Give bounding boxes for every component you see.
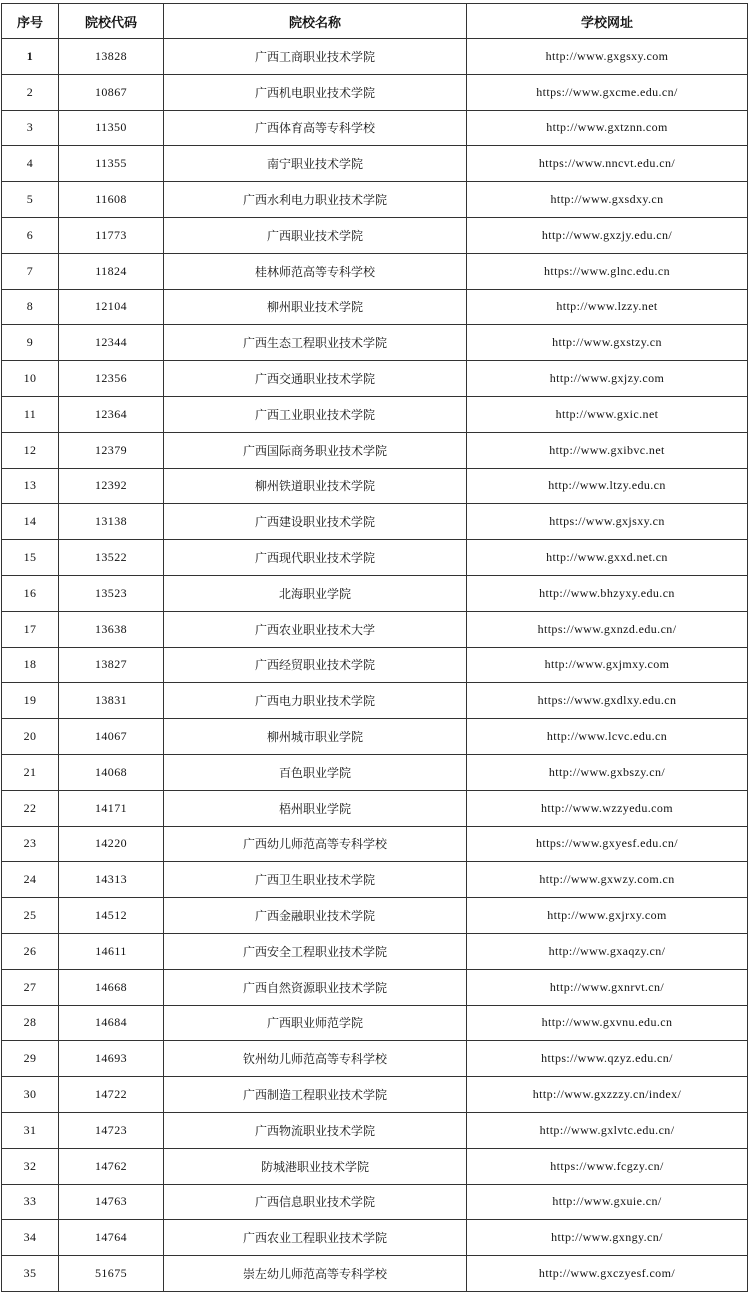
school-name-cell: 广西交通职业技术学院 xyxy=(164,361,467,397)
table-row xyxy=(2,1112,748,1148)
code-cell: 12104 xyxy=(59,289,164,325)
code-cell: 14171 xyxy=(59,790,164,826)
index-cell: 11 xyxy=(2,396,59,432)
school-name-cell: 梧州职业学院 xyxy=(164,790,467,826)
code-cell: 13138 xyxy=(59,504,164,540)
school-name-cell: 柳州城市职业学院 xyxy=(164,719,467,755)
code-cell: 14611 xyxy=(59,933,164,969)
table-row xyxy=(2,396,748,432)
code-cell: 14068 xyxy=(59,754,164,790)
code-cell: 14220 xyxy=(59,826,164,862)
index-cell: 33 xyxy=(2,1184,59,1220)
school-url-cell: http://www.gxsdxy.cn xyxy=(467,182,748,218)
code-cell: 11608 xyxy=(59,182,164,218)
school-url-cell: http://www.gxibvc.net xyxy=(467,432,748,468)
school-name-cell: 桂林师范高等专科学校 xyxy=(164,253,467,289)
table-row xyxy=(2,540,748,576)
school-name-cell: 广西自然资源职业技术学院 xyxy=(164,969,467,1005)
school-name-cell: 柳州职业技术学院 xyxy=(164,289,467,325)
school-url-cell: https://www.nncvt.edu.cn/ xyxy=(467,146,748,182)
table-row xyxy=(2,110,748,146)
school-name-cell: 广西职业师范学院 xyxy=(164,1005,467,1041)
table-row xyxy=(2,969,748,1005)
index-cell: 1 xyxy=(2,39,59,75)
school-name-cell: 广西安全工程职业技术学院 xyxy=(164,933,467,969)
school-name-cell: 广西信息职业技术学院 xyxy=(164,1184,467,1220)
table-row xyxy=(2,1148,748,1184)
school-name-cell: 广西卫生职业技术学院 xyxy=(164,862,467,898)
school-name-cell: 广西生态工程职业技术学院 xyxy=(164,325,467,361)
table-row xyxy=(2,182,748,218)
school-url-cell: http://www.gxtznn.com xyxy=(467,110,748,146)
code-cell: 11350 xyxy=(59,110,164,146)
school-name-cell: 百色职业学院 xyxy=(164,754,467,790)
header-url: 学校网址 xyxy=(467,4,748,39)
code-cell: 10867 xyxy=(59,74,164,110)
school-name-cell: 柳州铁道职业技术学院 xyxy=(164,468,467,504)
table-row xyxy=(2,504,748,540)
table-row xyxy=(2,754,748,790)
school-url-cell: https://www.gxyesf.edu.cn/ xyxy=(467,826,748,862)
table-row xyxy=(2,325,748,361)
code-cell: 12364 xyxy=(59,396,164,432)
index-cell: 4 xyxy=(2,146,59,182)
code-cell: 13827 xyxy=(59,647,164,683)
index-cell: 31 xyxy=(2,1112,59,1148)
school-url-cell: http://www.gxuie.cn/ xyxy=(467,1184,748,1220)
index-cell: 2 xyxy=(2,74,59,110)
code-cell: 12379 xyxy=(59,432,164,468)
index-cell: 14 xyxy=(2,504,59,540)
school-url-cell: http://www.gxstzy.cn xyxy=(467,325,748,361)
index-cell: 35 xyxy=(2,1256,59,1292)
index-cell: 22 xyxy=(2,790,59,826)
table-row xyxy=(2,719,748,755)
index-cell: 10 xyxy=(2,361,59,397)
code-cell: 14684 xyxy=(59,1005,164,1041)
school-url-cell: http://www.wzzyedu.com xyxy=(467,790,748,826)
index-cell: 12 xyxy=(2,432,59,468)
header-code: 院校代码 xyxy=(59,4,164,39)
index-cell: 27 xyxy=(2,969,59,1005)
table-row xyxy=(2,39,748,75)
code-cell: 12392 xyxy=(59,468,164,504)
table-row xyxy=(2,1041,748,1077)
table-row xyxy=(2,361,748,397)
index-cell: 15 xyxy=(2,540,59,576)
school-name-cell: 崇左幼儿师范高等专科学校 xyxy=(164,1256,467,1292)
code-cell: 13831 xyxy=(59,683,164,719)
school-url-cell: https://www.gxnzd.edu.cn/ xyxy=(467,611,748,647)
index-cell: 3 xyxy=(2,110,59,146)
school-url-cell: https://www.glnc.edu.cn xyxy=(467,253,748,289)
index-cell: 24 xyxy=(2,862,59,898)
school-url-cell: http://www.gxgsxy.com xyxy=(467,39,748,75)
index-cell: 5 xyxy=(2,182,59,218)
code-cell: 14764 xyxy=(59,1220,164,1256)
school-url-cell: http://www.gxzjy.edu.cn/ xyxy=(467,217,748,253)
table-row xyxy=(2,253,748,289)
school-url-cell: http://www.gxngy.cn/ xyxy=(467,1220,748,1256)
school-url-cell: http://www.gxzzzy.cn/index/ xyxy=(467,1077,748,1113)
school-name-cell: 广西国际商务职业技术学院 xyxy=(164,432,467,468)
school-url-cell: http://www.bhzyxy.edu.cn xyxy=(467,575,748,611)
code-cell: 13523 xyxy=(59,575,164,611)
index-cell: 19 xyxy=(2,683,59,719)
table-row xyxy=(2,1256,748,1292)
index-cell: 21 xyxy=(2,754,59,790)
school-url-cell: http://www.gxic.net xyxy=(467,396,748,432)
index-cell: 29 xyxy=(2,1041,59,1077)
index-cell: 8 xyxy=(2,289,59,325)
table-row xyxy=(2,933,748,969)
index-cell: 26 xyxy=(2,933,59,969)
index-cell: 23 xyxy=(2,826,59,862)
school-name-cell: 广西现代职业技术学院 xyxy=(164,540,467,576)
index-cell: 17 xyxy=(2,611,59,647)
code-cell: 13828 xyxy=(59,39,164,75)
code-cell: 14763 xyxy=(59,1184,164,1220)
code-cell: 14313 xyxy=(59,862,164,898)
school-url-cell: http://www.gxvnu.edu.cn xyxy=(467,1005,748,1041)
code-cell: 11824 xyxy=(59,253,164,289)
school-url-cell: https://www.qzyz.edu.cn/ xyxy=(467,1041,748,1077)
school-url-cell: https://www.gxjsxy.cn xyxy=(467,504,748,540)
header-row xyxy=(2,4,748,39)
table-body xyxy=(2,39,748,1292)
code-cell: 11355 xyxy=(59,146,164,182)
school-name-cell: 广西金融职业技术学院 xyxy=(164,898,467,934)
code-cell: 14693 xyxy=(59,1041,164,1077)
school-name-cell: 南宁职业技术学院 xyxy=(164,146,467,182)
school-url-cell: http://www.gxjzy.com xyxy=(467,361,748,397)
code-cell: 14067 xyxy=(59,719,164,755)
code-cell: 11773 xyxy=(59,217,164,253)
index-cell: 16 xyxy=(2,575,59,611)
table-row xyxy=(2,683,748,719)
code-cell: 14668 xyxy=(59,969,164,1005)
table-row xyxy=(2,575,748,611)
school-url-cell: http://www.gxbszy.cn/ xyxy=(467,754,748,790)
school-url-cell: http://www.gxwzy.com.cn xyxy=(467,862,748,898)
school-url-cell: http://www.gxczyesf.com/ xyxy=(467,1256,748,1292)
index-cell: 30 xyxy=(2,1077,59,1113)
school-url-cell: http://www.ltzy.edu.cn xyxy=(467,468,748,504)
table-row xyxy=(2,217,748,253)
school-name-cell: 广西农业职业技术大学 xyxy=(164,611,467,647)
table-row xyxy=(2,647,748,683)
school-name-cell: 广西工商职业技术学院 xyxy=(164,39,467,75)
table-row xyxy=(2,146,748,182)
school-url-cell: https://www.gxcme.edu.cn/ xyxy=(467,74,748,110)
table-row xyxy=(2,862,748,898)
school-name-cell: 防城港职业技术学院 xyxy=(164,1148,467,1184)
school-name-cell: 广西工业职业技术学院 xyxy=(164,396,467,432)
index-cell: 25 xyxy=(2,898,59,934)
header-index: 序号 xyxy=(2,4,59,39)
school-name-cell: 广西建设职业技术学院 xyxy=(164,504,467,540)
school-url-cell: https://www.fcgzy.cn/ xyxy=(467,1148,748,1184)
index-cell: 28 xyxy=(2,1005,59,1041)
table-row xyxy=(2,1077,748,1113)
table-row xyxy=(2,826,748,862)
index-cell: 6 xyxy=(2,217,59,253)
school-name-cell: 广西农业工程职业技术学院 xyxy=(164,1220,467,1256)
school-url-cell: http://www.gxjmxy.com xyxy=(467,647,748,683)
school-name-cell: 广西经贸职业技术学院 xyxy=(164,647,467,683)
header-name: 院校名称 xyxy=(164,4,467,39)
table-row xyxy=(2,1220,748,1256)
index-cell: 18 xyxy=(2,647,59,683)
table-row xyxy=(2,432,748,468)
school-name-cell: 广西体育高等专科学校 xyxy=(164,110,467,146)
index-cell: 32 xyxy=(2,1148,59,1184)
code-cell: 14723 xyxy=(59,1112,164,1148)
school-name-cell: 北海职业学院 xyxy=(164,575,467,611)
code-cell: 13638 xyxy=(59,611,164,647)
index-cell: 34 xyxy=(2,1220,59,1256)
school-url-cell: http://www.lzzy.net xyxy=(467,289,748,325)
code-cell: 14512 xyxy=(59,898,164,934)
school-url-cell: http://www.gxxd.net.cn xyxy=(467,540,748,576)
table-row xyxy=(2,1184,748,1220)
school-name-cell: 广西职业技术学院 xyxy=(164,217,467,253)
code-cell: 14762 xyxy=(59,1148,164,1184)
index-cell: 20 xyxy=(2,719,59,755)
school-name-cell: 广西物流职业技术学院 xyxy=(164,1112,467,1148)
school-name-cell: 广西幼儿师范高等专科学校 xyxy=(164,826,467,862)
table-row xyxy=(2,74,748,110)
school-name-cell: 广西制造工程职业技术学院 xyxy=(164,1077,467,1113)
code-cell: 14722 xyxy=(59,1077,164,1113)
school-url-cell: http://www.gxaqzy.cn/ xyxy=(467,933,748,969)
code-cell: 51675 xyxy=(59,1256,164,1292)
table-row xyxy=(2,898,748,934)
school-url-cell: https://www.gxdlxy.edu.cn xyxy=(467,683,748,719)
index-cell: 9 xyxy=(2,325,59,361)
table-row xyxy=(2,1005,748,1041)
table-row xyxy=(2,611,748,647)
school-url-cell: http://www.gxjrxy.com xyxy=(467,898,748,934)
index-cell: 7 xyxy=(2,253,59,289)
school-url-cell: http://www.gxlvtc.edu.cn/ xyxy=(467,1112,748,1148)
code-cell: 12344 xyxy=(59,325,164,361)
index-cell: 13 xyxy=(2,468,59,504)
school-name-cell: 钦州幼儿师范高等专科学校 xyxy=(164,1041,467,1077)
school-name-cell: 广西电力职业技术学院 xyxy=(164,683,467,719)
code-cell: 12356 xyxy=(59,361,164,397)
table-row xyxy=(2,289,748,325)
school-name-cell: 广西水利电力职业技术学院 xyxy=(164,182,467,218)
code-cell: 13522 xyxy=(59,540,164,576)
schools-table xyxy=(1,3,748,1292)
school-url-cell: http://www.lcvc.edu.cn xyxy=(467,719,748,755)
table-row xyxy=(2,790,748,826)
table-row xyxy=(2,468,748,504)
school-url-cell: http://www.gxnrvt.cn/ xyxy=(467,969,748,1005)
school-name-cell: 广西机电职业技术学院 xyxy=(164,74,467,110)
